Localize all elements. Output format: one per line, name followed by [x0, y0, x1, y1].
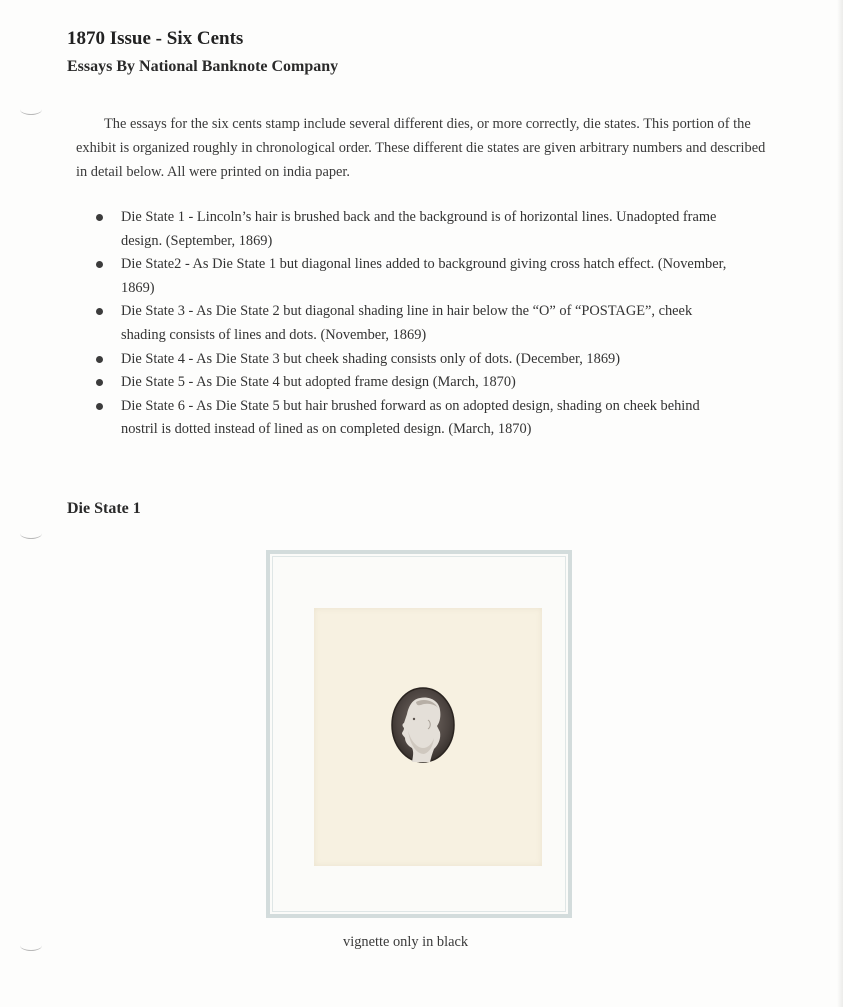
bullet-dot-icon [96, 214, 103, 221]
section-heading: Die State 1 [67, 500, 141, 517]
bullet-dot-icon [96, 403, 103, 410]
binder-hole-mark-top [20, 104, 42, 115]
page-title: 1870 Issue - Six Cents [67, 28, 244, 49]
binder-hole-mark-bottom [20, 940, 42, 951]
stamp-mount [266, 550, 572, 918]
die-state-text: Die State 5 - As Die State 4 but adopted frame design (March, 1870) [121, 374, 516, 391]
list-item-die-state-4 [96, 348, 736, 372]
page-subtitle: Essays By National Banknote Company [67, 58, 339, 75]
die-state-text: Die State 1 - Lincoln’s hair is brushed back and the background is of horizontal lines. Unadopted frame design. (September, 1869) [121, 209, 717, 249]
bullet-dot-icon [96, 261, 103, 268]
binder-hole-mark-middle [20, 528, 42, 539]
intro-paragraph: The essays for the six cents stamp include several different dies, or more correctly, die states. This portion of the exhibit is organized roughly in chronological order. These different die states are given arbitrary numbers and described in detail below. All were printed on india paper. [76, 116, 766, 180]
list-item-die-state-2 [96, 253, 736, 300]
page-edge-shadow [837, 0, 843, 1007]
bullet-dot-icon [96, 379, 103, 386]
die-state-text: Die State 6 - As Die State 5 but hair brushed forward as on adopted design, shading on cheek behind nostril is dotted instead of lined as on completed design. (March, 1870) [121, 397, 700, 438]
list-item-die-state-3 [96, 300, 736, 347]
india-paper-essay [314, 608, 542, 866]
die-state-text: Die State 4 - As Die State 3 but cheek shading consists only of dots. (December, 1869) [121, 350, 620, 367]
bullet-dot-icon [96, 356, 103, 363]
lincoln-profile-vignette [390, 686, 456, 764]
die-state-text: Die State 3 - As Die State 2 but diagonal shading line in hair below the “O” of “POSTAGE”, cheek shading consists of lines and dots. (November, 1869) [121, 303, 693, 343]
bullet-dot-icon [96, 308, 103, 315]
list-item-die-state-1 [96, 206, 736, 253]
list-item-die-state-5 [96, 371, 736, 395]
vignette-caption: vignette only in black [343, 934, 469, 950]
list-item-die-state-6 [96, 395, 736, 442]
die-state-list [96, 206, 736, 442]
die-state-text: Die State2 - As Die State 1 but diagonal lines added to background giving cross hatch effect. (November, 1869) [121, 256, 727, 296]
